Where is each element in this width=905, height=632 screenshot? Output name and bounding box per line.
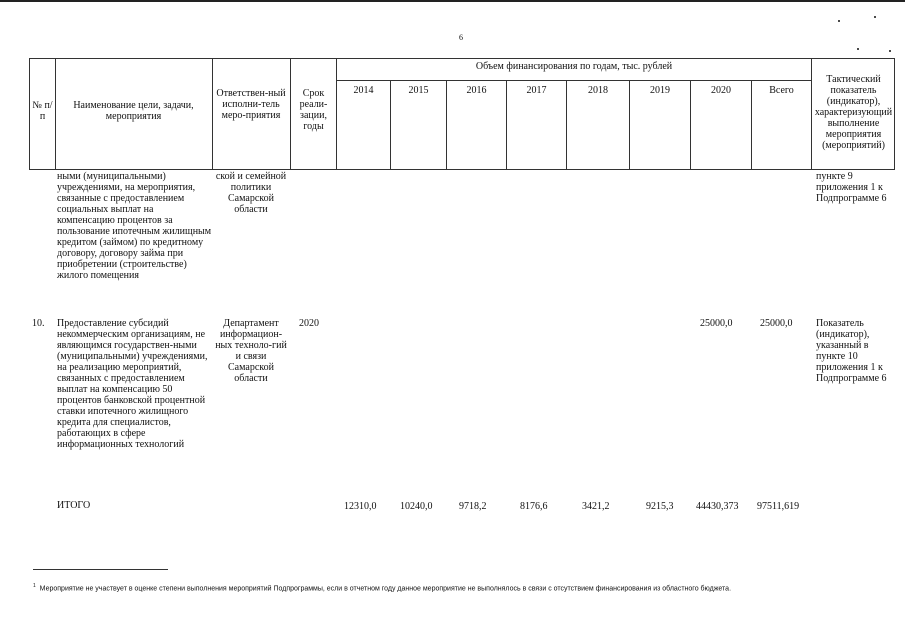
scan-speck xyxy=(857,48,859,50)
footnote xyxy=(33,583,731,592)
total-value: 44430,373 xyxy=(696,501,739,512)
header-total: Всего xyxy=(769,85,794,96)
scan-speck xyxy=(874,16,876,18)
top-border xyxy=(0,0,905,2)
total-value: 9215,3 xyxy=(646,501,674,512)
header-year: 2016 xyxy=(466,85,487,96)
total-label: ИТОГО xyxy=(57,500,91,511)
row-name: Предоставление субсидий некоммерческим организациям, не являющимся государствен-ными (муниципальными) учреждениями, на реализацию мероприятий, связанных с предоставлением выплат на компенсацию 50 процентов банковской процентной ставки ипотечного жилищного кредита для специалистов, работающих в сфере информационных технологий xyxy=(57,318,208,450)
row-term: 2020 xyxy=(299,318,319,329)
value-2020: 25000,0 xyxy=(700,318,733,329)
footnote-text: Мероприятие не участвует в оценке степени выполнения мероприятий Подпрограммы, если в отчетном году данное мероприятие не выполнялось в связи с отсутствием финансирования из областного бюджета. xyxy=(39,585,732,593)
header-funding: Объем финансирования по годам, тыс. рублей xyxy=(475,61,673,72)
row-number: 10. xyxy=(32,318,45,329)
row-indicator: пункте 9 приложения 1 к Подпрограмме 6 xyxy=(816,171,887,204)
row-responsible: Департамент информацион-ных техноло-гий и связи Самарской области xyxy=(215,318,287,384)
scan-speck xyxy=(838,20,840,22)
scan-speck xyxy=(889,50,891,52)
header-year: 2019 xyxy=(650,85,670,96)
header-year: 2015 xyxy=(408,85,429,96)
total-value: 97511,619 xyxy=(757,501,800,512)
footnote-mark: 1 xyxy=(33,583,36,589)
page-number: 6 xyxy=(459,33,463,42)
header-term: Срок реали-зации, годы xyxy=(299,88,328,132)
header-name: Наименование цели, задачи, мероприятия xyxy=(73,100,194,122)
total-value: 3421,2 xyxy=(582,501,610,512)
total-value: 10240,0 xyxy=(400,501,433,512)
row-responsible: ской и семейной политики Самарской области xyxy=(215,171,287,215)
total-value: 12310,0 xyxy=(344,501,377,512)
header-year: 2018 xyxy=(588,85,608,96)
header-year: 2017 xyxy=(526,85,547,96)
row-name: ными (муниципальными) учреждениями, на мероприятия, связанные с предоставлением социальных выплат на компенсацию процентов за пользование ипотечным жилищным кредитом (займом) по кредитному договору, договору займа при приобретении (строительстве) жилого помещения xyxy=(57,171,212,281)
header-year: 2020 xyxy=(711,85,731,96)
value-total: 25000,0 xyxy=(760,318,793,329)
header-year: 2014 xyxy=(353,85,374,96)
row-indicator: Показатель (индикатор), указанный в пункте 10 приложения 1 к Подпрограмме 6 xyxy=(816,318,887,384)
total-value: 9718,2 xyxy=(459,501,487,512)
header-responsible: Ответствен-ный исполни-тель меро-приятия xyxy=(216,88,286,121)
total-value: 8176,6 xyxy=(520,501,548,512)
header-indicator: Тактический показатель (индикатор), характеризующий выполнение мероприятия (мероприятий) xyxy=(814,74,893,151)
header-num: № п/п xyxy=(32,100,53,122)
footnote-separator xyxy=(33,569,168,570)
